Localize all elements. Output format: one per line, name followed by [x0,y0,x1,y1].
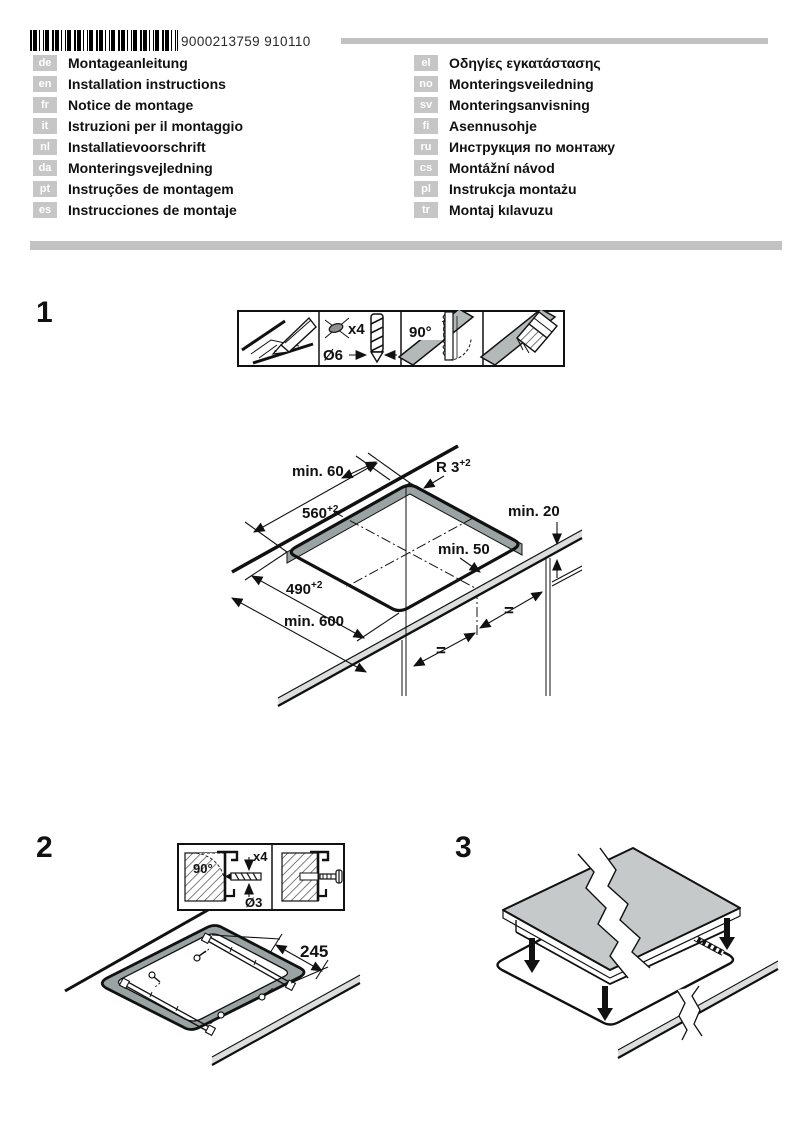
dim-490-label: $490^{+2}$ [286,580,323,598]
lang-code-badge: en [33,76,57,92]
lang-code-badge: de [33,55,57,71]
screw-count-label: x4 [253,849,268,864]
lang-code-badge: pt [33,181,57,197]
cutout-dimensions-diagram [230,430,590,725]
dim-min60-label: min. 60 [292,463,344,480]
dim-min20-label: min. 20 [508,503,560,520]
step2-number: 2 [36,831,53,864]
dim-245-label: 245 [300,942,329,961]
lang-code-badge: nl [33,139,57,155]
lang-code-badge: it [33,118,57,134]
lang-code-badge: no [414,76,438,92]
insert-hob-diagram [480,840,790,1070]
step3-number: 3 [455,831,472,864]
step2-icon-strip [177,843,345,911]
drill-diameter-label: Ø6 [323,347,344,364]
barcode-text: 9000213759 910110 [181,34,311,49]
lang-code-badge: es [33,202,57,218]
drill-diameter-label: Ø3 [245,895,263,910]
lang-code-badge: pl [414,181,438,197]
equal-sign: = [436,641,446,660]
header-gray-bar [341,38,768,44]
lang-title: Asennusohje [449,118,537,134]
lang-title: Montážní návod [449,160,555,176]
lang-title: Instruções de montagem [68,181,234,197]
lang-title: Monteringsvejledning [68,160,213,176]
lang-title: Instrucciones de montaje [68,202,237,218]
lang-code-badge: ru [414,139,438,155]
lang-code-badge: fr [33,97,57,113]
lang-code-badge: cs [414,160,438,176]
section-divider-bar [30,241,782,250]
dim-radius-label: R $3^{+2}$ [436,458,471,476]
lang-code-badge: tr [414,202,438,218]
dim-equal-right [480,592,542,628]
worktop-rear-edge [232,446,458,572]
dim-min50-label: min. 50 [438,541,490,558]
lang-code-badge: da [33,160,57,176]
dim-equal-left [414,633,475,666]
lang-code-badge: fi [414,118,438,134]
step1-number: 1 [36,296,53,329]
lang-title: Notice de montage [68,97,194,113]
lang-title: Installation instructions [68,76,226,92]
saw-angle-label: 90° [409,324,432,341]
lang-title: Istruzioni per il montaggio [68,118,243,134]
dim-min600 [232,598,366,672]
angle-label: 90° [193,861,213,876]
lang-title: Οδηγίες εγκατάστασης [449,55,601,71]
drill-count-label: x4 [348,321,365,338]
lang-title: Instrukcja montażu [449,181,577,197]
lang-code-badge: sv [414,97,438,113]
fixing-rails-diagram [60,905,370,1080]
lang-title: Monteringsanvisning [449,97,590,113]
lang-title: Installatievoorschrift [68,139,206,155]
equal-sign: = [504,601,514,620]
dim-min600-label: min. 600 [284,613,345,630]
barcode [30,30,178,51]
step1-icon-strip [237,310,565,367]
lang-title: Инструкция по монтажу [449,139,616,155]
lang-title: Montageanleitung [68,55,188,71]
dim-560-label: $560^{+2}$ [302,504,339,522]
lang-title: Montaj kılavuzu [449,202,554,218]
lang-code-badge: el [414,55,438,71]
worktop-tear [677,986,702,1040]
lang-title: Monteringsveiledning [449,76,594,92]
dim-min60 [292,456,390,480]
